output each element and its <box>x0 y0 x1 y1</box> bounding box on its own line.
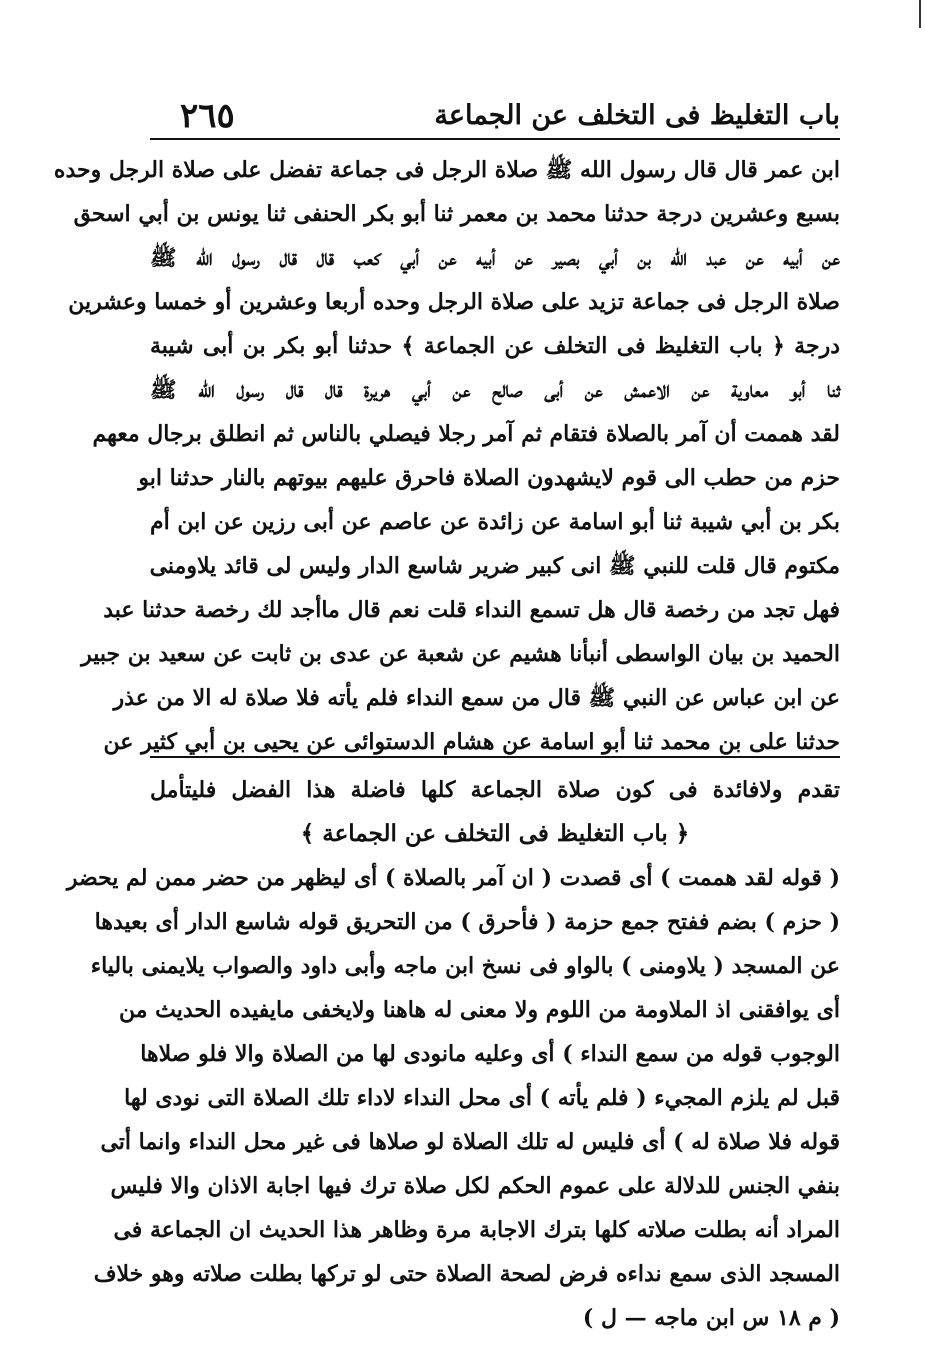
page-header <box>150 92 840 142</box>
running-title: باب التغليظ فى التخلف عن الجماعة <box>434 100 840 131</box>
text-line: صلاة الرجل فى جماعة تزيد على صلاة الرجل وحده أربعا وعشرين أو خمسا وعشرين <box>68 289 840 315</box>
hadith-text <box>53 148 840 764</box>
text-line: حزم من حطب الى قوم لايشهدون الصلاة فاحرق عليهم بيوتهم بالنار حدثنا ابو <box>138 465 840 491</box>
page-number: ٢٦٥ <box>180 96 235 136</box>
header-rule <box>150 138 840 140</box>
text-line: عن أبيه عن عبد الله بن أبي بصير عن أبيه عن أبي كعب قال قال رسول الله ﷺ <box>150 245 840 271</box>
text-line: فهل تجد من رخصة قال هل تسمع النداء قلت نعم قال ماأجد لك رخصة حدثنا عبد <box>103 597 840 623</box>
commentary-line: أى يوافقنى اذ الملاومة من اللوم ولا معنى له هاهنا ولايخفى مايفيده الحديث من <box>118 997 840 1023</box>
text-line: ثنا أبو معاوية عن الاعمش عن أبى صالح عن أبي هريرة قال قال رسول الله ﷺ <box>150 377 840 403</box>
commentary-line: ( حزم ) بضم ففتح جمع حزمة ( فأحرق ) من التحريق قوله شاسع الدار أى بعيدها <box>94 909 840 935</box>
footer-reference: ( م ١٨ س ابن ماجه — ل ) <box>582 1305 840 1331</box>
commentary-line: قبل لم يلزم المجيء ( فلم يأته ) أى محل النداء لاداء تلك الصلاة التى نودى لها <box>124 1085 840 1111</box>
text-line: مكتوم قال قلت للنبي ﷺ انى كبير ضرير شاسع الدار وليس لى قائد يلاومنى <box>149 553 840 579</box>
text-line: الحميد بن بيان الواسطى أنبأنا هشيم عن شعبة عن عدى بن ثابت عن سعيد بن جبير <box>81 641 840 667</box>
text-line: لقد هممت أن آمر بالصلاة فتقام ثم آمر رجلا فيصلي بالناس ثم انطلق برجال معهم <box>92 421 840 447</box>
section-divider <box>150 756 840 758</box>
commentary-line: المسجد الذى سمع نداءه فرض لصحة الصلاة حتى لو تركها بطلت صلاته وهو خلاف <box>93 1261 840 1287</box>
scan-edge-mark <box>919 0 921 28</box>
text-line: ابن عمر قال قال رسول الله ﷺ صلاة الرجل فى جماعة تفضل على صلاة الرجل وحده <box>53 157 840 183</box>
commentary-intro: تقدم ولافائدة فى كون صلاة الجماعة كلها فاضلة هذا الفضل فليتأمل <box>150 777 840 803</box>
commentary-line: عن المسجد ( يلاومنى ) بالواو فى نسخ ابن ماجه وأبى داود والصواب يلايمنى بالياء <box>90 953 840 979</box>
text-line: درجة ﴿ باب التغليظ فى التخلف عن الجماعة ﴾ حدثنا أبو بكر بن أبى شيبة <box>150 333 840 359</box>
commentary-line: بنفي الجنس للدلالة على عموم الحكم لكل صلاة ترك فيها اجابة الاذان والا فليس <box>110 1173 840 1199</box>
text-line: بكر بن أبي شيبة ثنا أبو اسامة عن زائدة عن عاصم عن أبى رزين عن ابن أم <box>150 509 840 535</box>
commentary-line: المراد أنه بطلت صلاته كلها بترك الاجابة مرة وظاهر هذا الحديث ان الجماعة فى <box>113 1217 840 1243</box>
text-line: حدثنا على بن محمد ثنا أبو اسامة عن هشام الدستوائى عن يحيى بن أبي كثير عن <box>103 729 840 755</box>
commentary-line: قوله فلا صلاة له ) أى فليس له تلك الصلاة لو صلاها فى غير محل النداء وانما أتى <box>100 1129 840 1155</box>
text-line: بسبع وعشرين درجة حدثنا محمد بن معمر ثنا أبو بكر الحنفى ثنا يونس بن أبي اسحق <box>73 201 840 227</box>
commentary-line: ( قوله لقد هممت ) أى قصدت ( ان آمر بالصلاة ) أى ليظهر من حضر ممن لم يحضر <box>66 865 840 891</box>
chapter-heading: ﴿ باب التغليظ فى التخلف عن الجماعة ﴾ <box>300 820 690 847</box>
commentary-text <box>66 768 840 1340</box>
text-line: عن ابن عباس عن النبي ﷺ قال من سمع النداء فلم يأته فلا صلاة له الا من عذر <box>113 685 840 711</box>
commentary-line: الوجوب قوله من سمع النداء ) أى وعليه مانودى لها من الصلاة والا فلو صلاها <box>140 1041 840 1067</box>
